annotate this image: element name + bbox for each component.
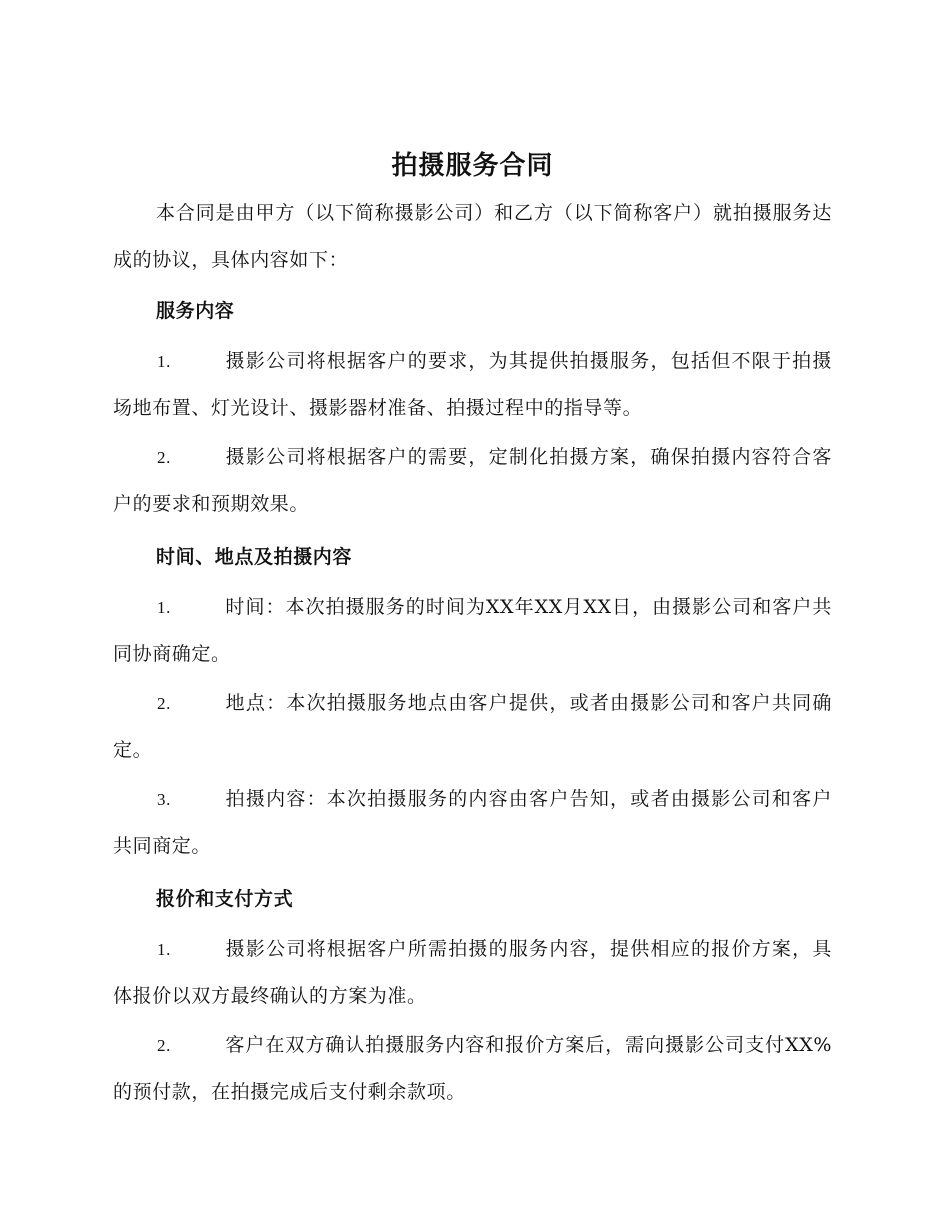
list-item (113, 926, 832, 1022)
item-number: 1. (157, 352, 171, 371)
list-item (113, 338, 832, 434)
document-title: 拍摄服务合同 (391, 151, 554, 181)
item-number: 1. (157, 940, 171, 959)
item-text: 拍摄内容：本次拍摄服务的内容由客户告知，或者由摄影公司和客户共同商定。 (113, 788, 832, 857)
item-number: 2. (157, 1036, 171, 1055)
item-text: 摄影公司将根据客户的需要，定制化拍摄方案，确保拍摄内容符合客户的要求和预期效果。 (113, 446, 832, 515)
item-number: 1. (157, 598, 171, 617)
item-text: 摄影公司将根据客户的要求，为其提供拍摄服务，包括但不限于拍摄场地布置、灯光设计、摄影器材准备、拍摄过程中的指导等。 (113, 350, 832, 419)
item-number: 3. (157, 790, 171, 809)
item-text: 地点：本次拍摄服务地点由客户提供，或者由摄影公司和客户共同确定。 (113, 692, 832, 761)
list-item (113, 776, 832, 872)
item-number: 2. (157, 448, 171, 467)
section-heading-quote-payment: 报价和支付方式 (156, 888, 294, 910)
section-heading-time-place: 时间、地点及拍摄内容 (156, 546, 353, 568)
item-text: 摄影公司将根据客户所需拍摄的服务内容，提供相应的报价方案，具体报价以双方最终确认的方案为准。 (113, 938, 832, 1007)
list-item (113, 1022, 832, 1118)
item-number: 2. (157, 694, 171, 713)
intro-paragraph: 本合同是由甲方（以下简称摄影公司）和乙方（以下简称客户）就拍摄服务达成的协议，具体内容如下： (113, 202, 832, 271)
item-text: 时间：本次拍摄服务的时间为XX年XX月XX日，由摄影公司和客户共同协商确定。 (113, 596, 832, 665)
list-item (113, 434, 832, 530)
list-item (113, 680, 832, 776)
list-item (113, 584, 832, 680)
item-text: 客户在双方确认拍摄服务内容和报价方案后，需向摄影公司支付XX%的预付款，在拍摄完成后支付剩余款项。 (113, 1034, 832, 1103)
section-heading-service: 服务内容 (156, 300, 235, 322)
